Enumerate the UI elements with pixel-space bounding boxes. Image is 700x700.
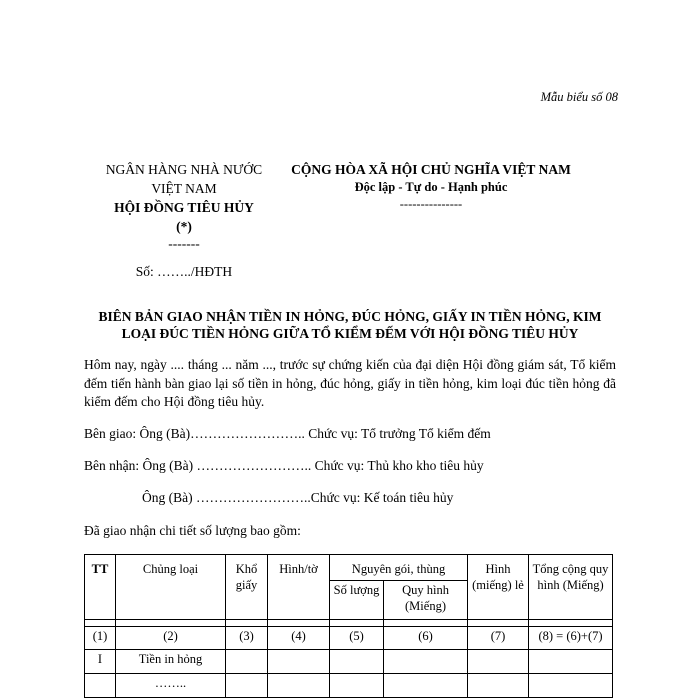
- title-line-2: LOẠI ĐÚC TIỀN HỎNG GIỮA TỔ KIỂM ĐẾM VỚI HỘI ĐỒNG TIÊU HỦY: [121, 326, 579, 341]
- table-cell: [330, 650, 384, 674]
- col-header-paper-size: Khổ giấy: [226, 555, 268, 620]
- board-note: (*): [176, 219, 192, 234]
- intro-paragraph: Hôm nay, ngày .... tháng ... năm ..., trước sự chứng kiến của đại diện Hội đồng giám sát, Tổ kiểm đếm tiến hành bàn giao lại số tiền in hỏng, đúc hỏng, giấy in tiền hỏng, kim loại đúc tiền hỏng đã kiểm đếm cho Hội đồng tiêu hủy.: [84, 357, 616, 409]
- org-name-line2: VIỆT NAM: [151, 181, 217, 196]
- org-name-line1: NGÂN HÀNG NHÀ NƯỚC: [105, 162, 263, 177]
- table-header-row: [85, 555, 613, 581]
- table-cell: [268, 650, 330, 674]
- index-cell: (3): [226, 627, 268, 650]
- board-name: HỘI ĐỒNG TIÊU HỦY: [114, 200, 254, 215]
- col-header-quantity: Số lượng: [330, 581, 384, 620]
- handover-table: [84, 554, 613, 698]
- table-cell: [226, 674, 268, 698]
- col-header-type: Chủng loại: [116, 555, 226, 620]
- national-motto: Độc lập - Tự do - Hạnh phúc: [354, 180, 508, 194]
- issuer-header: [84, 160, 284, 281]
- index-cell: (7): [468, 627, 529, 650]
- table-cell: [384, 650, 468, 674]
- document-title: [84, 308, 616, 342]
- col-header-total: Tổng cộng quy hình (Miếng): [529, 555, 613, 620]
- table-cell: I: [85, 650, 116, 674]
- table-cell: [330, 674, 384, 698]
- details-intro: Đã giao nhận chi tiết số lượng bao gồm:: [84, 523, 301, 538]
- document-number: Số: ……../HĐTH: [135, 264, 233, 279]
- col-header-tt: TT: [85, 555, 116, 620]
- table-cell: Tiền in hỏng: [116, 650, 226, 674]
- index-cell: (5): [330, 627, 384, 650]
- col-header-whole-pack: Nguyên gói, thùng: [330, 555, 468, 581]
- handover-party-line: Bên giao: Ông (Bà)…………………….. Chức vụ: Tổ trưởng Tổ kiểm đếm: [84, 426, 491, 441]
- right-divider: ---------------: [399, 197, 463, 211]
- form-number: Mẫu biểu số 08: [540, 90, 618, 104]
- table-cell: [85, 674, 116, 698]
- table-cell: [226, 650, 268, 674]
- index-cell: (4): [268, 627, 330, 650]
- receiver-party-line: Bên nhận: Ông (Bà) …………………….. Chức vụ: Thủ kho kho tiêu hủy: [84, 458, 484, 473]
- table-cell: [529, 650, 613, 674]
- left-divider: -------: [168, 236, 200, 251]
- table-row: [85, 650, 613, 674]
- table-index-row: [85, 627, 613, 650]
- col-header-pieces: Quy hình (Miếng): [384, 581, 468, 620]
- table-cell: [529, 674, 613, 698]
- col-header-image-per-sheet: Hình/tờ: [268, 555, 330, 620]
- col-header-loose: Hình (miếng) lẻ: [468, 555, 529, 620]
- nation-name: CỘNG HÒA XÃ HỘI CHỦ NGHĨA VIỆT NAM: [291, 162, 571, 177]
- index-cell: (2): [116, 627, 226, 650]
- table-spacer-row: [85, 620, 613, 627]
- index-cell: (8) = (6)+(7): [529, 627, 613, 650]
- table-cell: [384, 674, 468, 698]
- table-cell: ……..: [116, 674, 226, 698]
- table-cell: [468, 650, 529, 674]
- index-cell: (6): [384, 627, 468, 650]
- index-cell: (1): [85, 627, 116, 650]
- accountant-line: Ông (Bà) ……………………..Chức vụ: Kế toán tiêu hủy: [142, 490, 454, 505]
- title-line-1: BIÊN BẢN GIAO NHẬN TIỀN IN HỎNG, ĐÚC HỎNG, GIẤY IN TIỀN HỎNG, KIM: [98, 309, 602, 324]
- table-cell: [268, 674, 330, 698]
- national-header: [282, 160, 580, 212]
- table-row: [85, 674, 613, 698]
- table-cell: [468, 674, 529, 698]
